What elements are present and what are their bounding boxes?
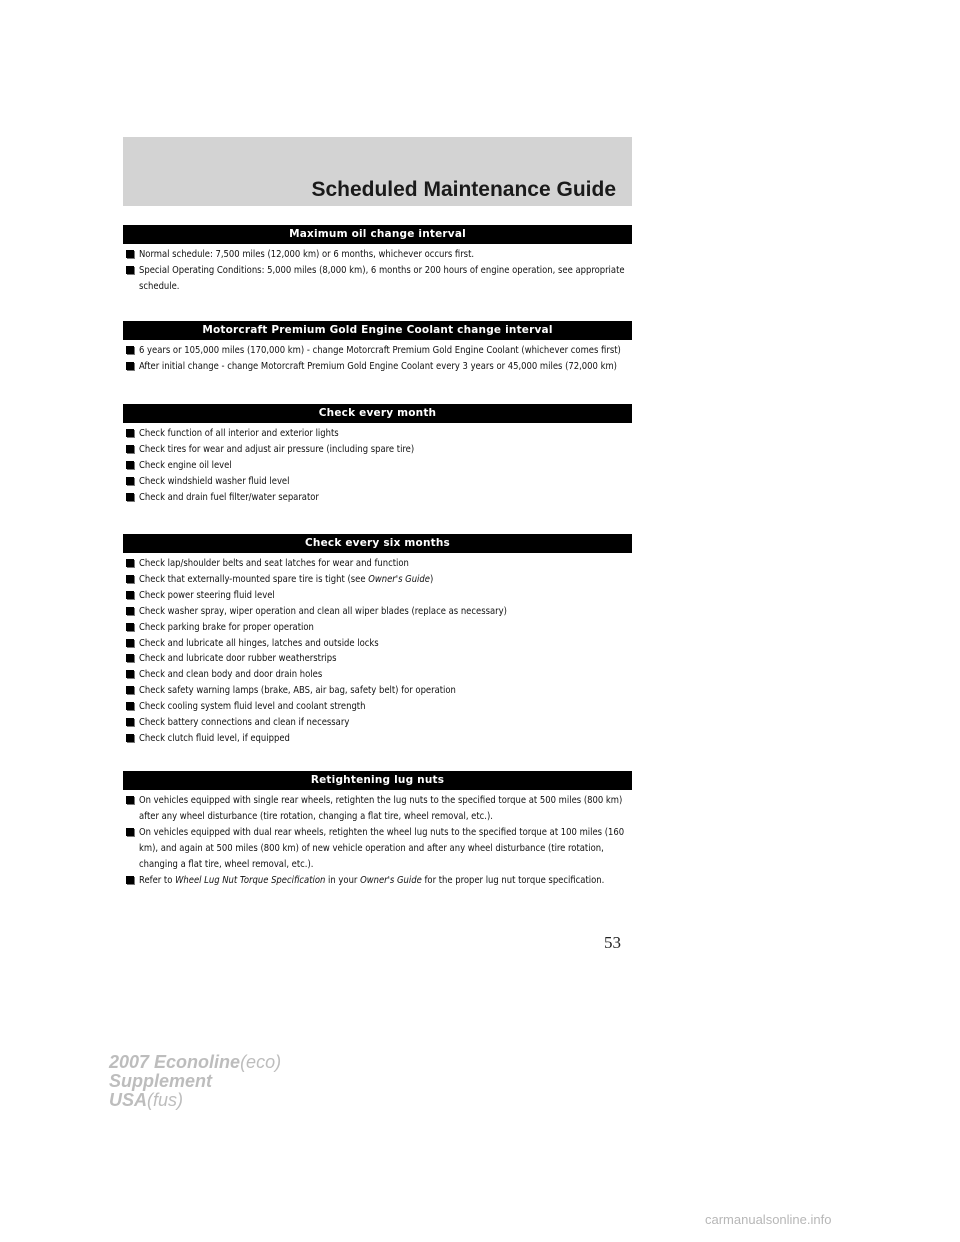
list-item: Check and drain fuel filter/water separator: [123, 490, 632, 506]
checkbox-icon: [126, 702, 134, 710]
list-item: After initial change - change Motorcraft Premium Gold Engine Coolant every 3 years or 45,000 miles (72,000 km): [123, 359, 632, 375]
checklist: [123, 793, 632, 888]
list-item: Check engine oil level: [123, 458, 632, 474]
list-item: Check and lubricate all hinges, latches and outside locks: [123, 636, 632, 652]
section-heading: Maximum oil change interval: [123, 225, 632, 244]
section-heading: Retightening lug nuts: [123, 771, 632, 790]
footer-line-3: USA(fus): [109, 1090, 184, 1110]
list-item: Check battery connections and clean if necessary: [123, 715, 632, 731]
checkbox-icon: [126, 445, 134, 453]
checkbox-icon: [126, 346, 134, 354]
footer-doc-info: [109, 1053, 281, 1110]
section-retightening-lug-nuts: [123, 771, 632, 888]
list-item: Check lap/shoulder belts and seat latches for wear and function: [123, 556, 632, 572]
list-item: Check that externally-mounted spare tire is tight (see Owner's Guide): [123, 572, 632, 588]
checkbox-icon: [126, 250, 134, 258]
list-item: Normal schedule: 7,500 miles (12,000 km) or 6 months, whichever occurs first.: [123, 247, 632, 263]
list-item: Check function of all interior and exterior lights: [123, 426, 632, 442]
list-item: Check power steering fluid level: [123, 588, 632, 604]
checkbox-icon: [126, 734, 134, 742]
checkbox-icon: [126, 654, 134, 662]
list-item: Check cooling system fluid level and coolant strength: [123, 699, 632, 715]
checkbox-icon: [126, 828, 134, 836]
list-item: Check windshield washer fluid level: [123, 474, 632, 490]
checkbox-icon: [126, 575, 134, 583]
list-item: 6 years or 105,000 miles (170,000 km) - change Motorcraft Premium Gold Engine Coolant (whichever comes first): [123, 343, 632, 359]
checkbox-icon: [126, 429, 134, 437]
section-check-every-six-months: [123, 534, 632, 747]
list-item: Check clutch fluid level, if equipped: [123, 731, 632, 747]
section-oil-change: [123, 225, 632, 295]
watermark: carmanualsonline.info: [705, 1212, 832, 1227]
checkbox-icon: [126, 686, 134, 694]
list-item: On vehicles equipped with dual rear wheels, retighten the wheel lug nuts to the specified torque at 100 miles (160 km), and again at 500 miles (800 km) of new vehicle operation and after any wheel disturbance (tire rotation, changing a flat tire, wheel removal, etc.).: [123, 825, 632, 873]
list-item: Check tires for wear and adjust air pressure (including spare tire): [123, 442, 632, 458]
checklist: [123, 247, 632, 295]
checkbox-icon: [126, 718, 134, 726]
section-check-every-month: [123, 404, 632, 506]
list-item: Check and clean body and door drain holes: [123, 667, 632, 683]
checkbox-icon: [126, 591, 134, 599]
footer-line-1: 2007 Econoline(eco): [109, 1052, 282, 1072]
page-number: 53: [604, 933, 621, 952]
list-item: Special Operating Conditions: 5,000 miles (8,000 km), 6 months or 200 hours of engine operation, see appropriate schedule.: [123, 263, 632, 295]
checkbox-icon: [126, 362, 134, 370]
list-item: Check safety warning lamps (brake, ABS, air bag, safety belt) for operation: [123, 683, 632, 699]
checkbox-icon: [126, 493, 134, 501]
checklist: [123, 426, 632, 506]
list-item: Check parking brake for proper operation: [123, 620, 632, 636]
checkbox-icon: [126, 670, 134, 678]
checklist: [123, 343, 632, 375]
checkbox-icon: [126, 461, 134, 469]
checkbox-icon: [126, 623, 134, 631]
checkbox-icon: [126, 639, 134, 647]
list-item: Check and lubricate door rubber weatherstrips: [123, 651, 632, 667]
header-band: [123, 137, 632, 206]
list-item: On vehicles equipped with single rear wheels, retighten the lug nuts to the specified torque at 500 miles (800 km) after any wheel disturbance (tire rotation, changing a flat tire, wheel removal, etc.).: [123, 793, 632, 825]
footer-line-2: Supplement: [109, 1071, 213, 1091]
checkbox-icon: [126, 559, 134, 567]
checkbox-icon: [126, 266, 134, 274]
page-title: Scheduled Maintenance Guide: [311, 178, 616, 201]
checkbox-icon: [126, 796, 134, 804]
list-item: Check washer spray, wiper operation and clean all wiper blades (replace as necessary): [123, 604, 632, 620]
section-heading: Check every month: [123, 404, 632, 423]
checklist: [123, 556, 632, 747]
checkbox-icon: [126, 876, 134, 884]
checkbox-icon: [126, 477, 134, 485]
section-heading: Check every six months: [123, 534, 632, 553]
checkbox-icon: [126, 607, 134, 615]
list-item: Refer to Wheel Lug Nut Torque Specification in your Owner's Guide for the proper lug nut torque specification.: [123, 873, 632, 889]
section-heading: Motorcraft Premium Gold Engine Coolant change interval: [123, 321, 632, 340]
section-coolant-change: [123, 321, 632, 375]
